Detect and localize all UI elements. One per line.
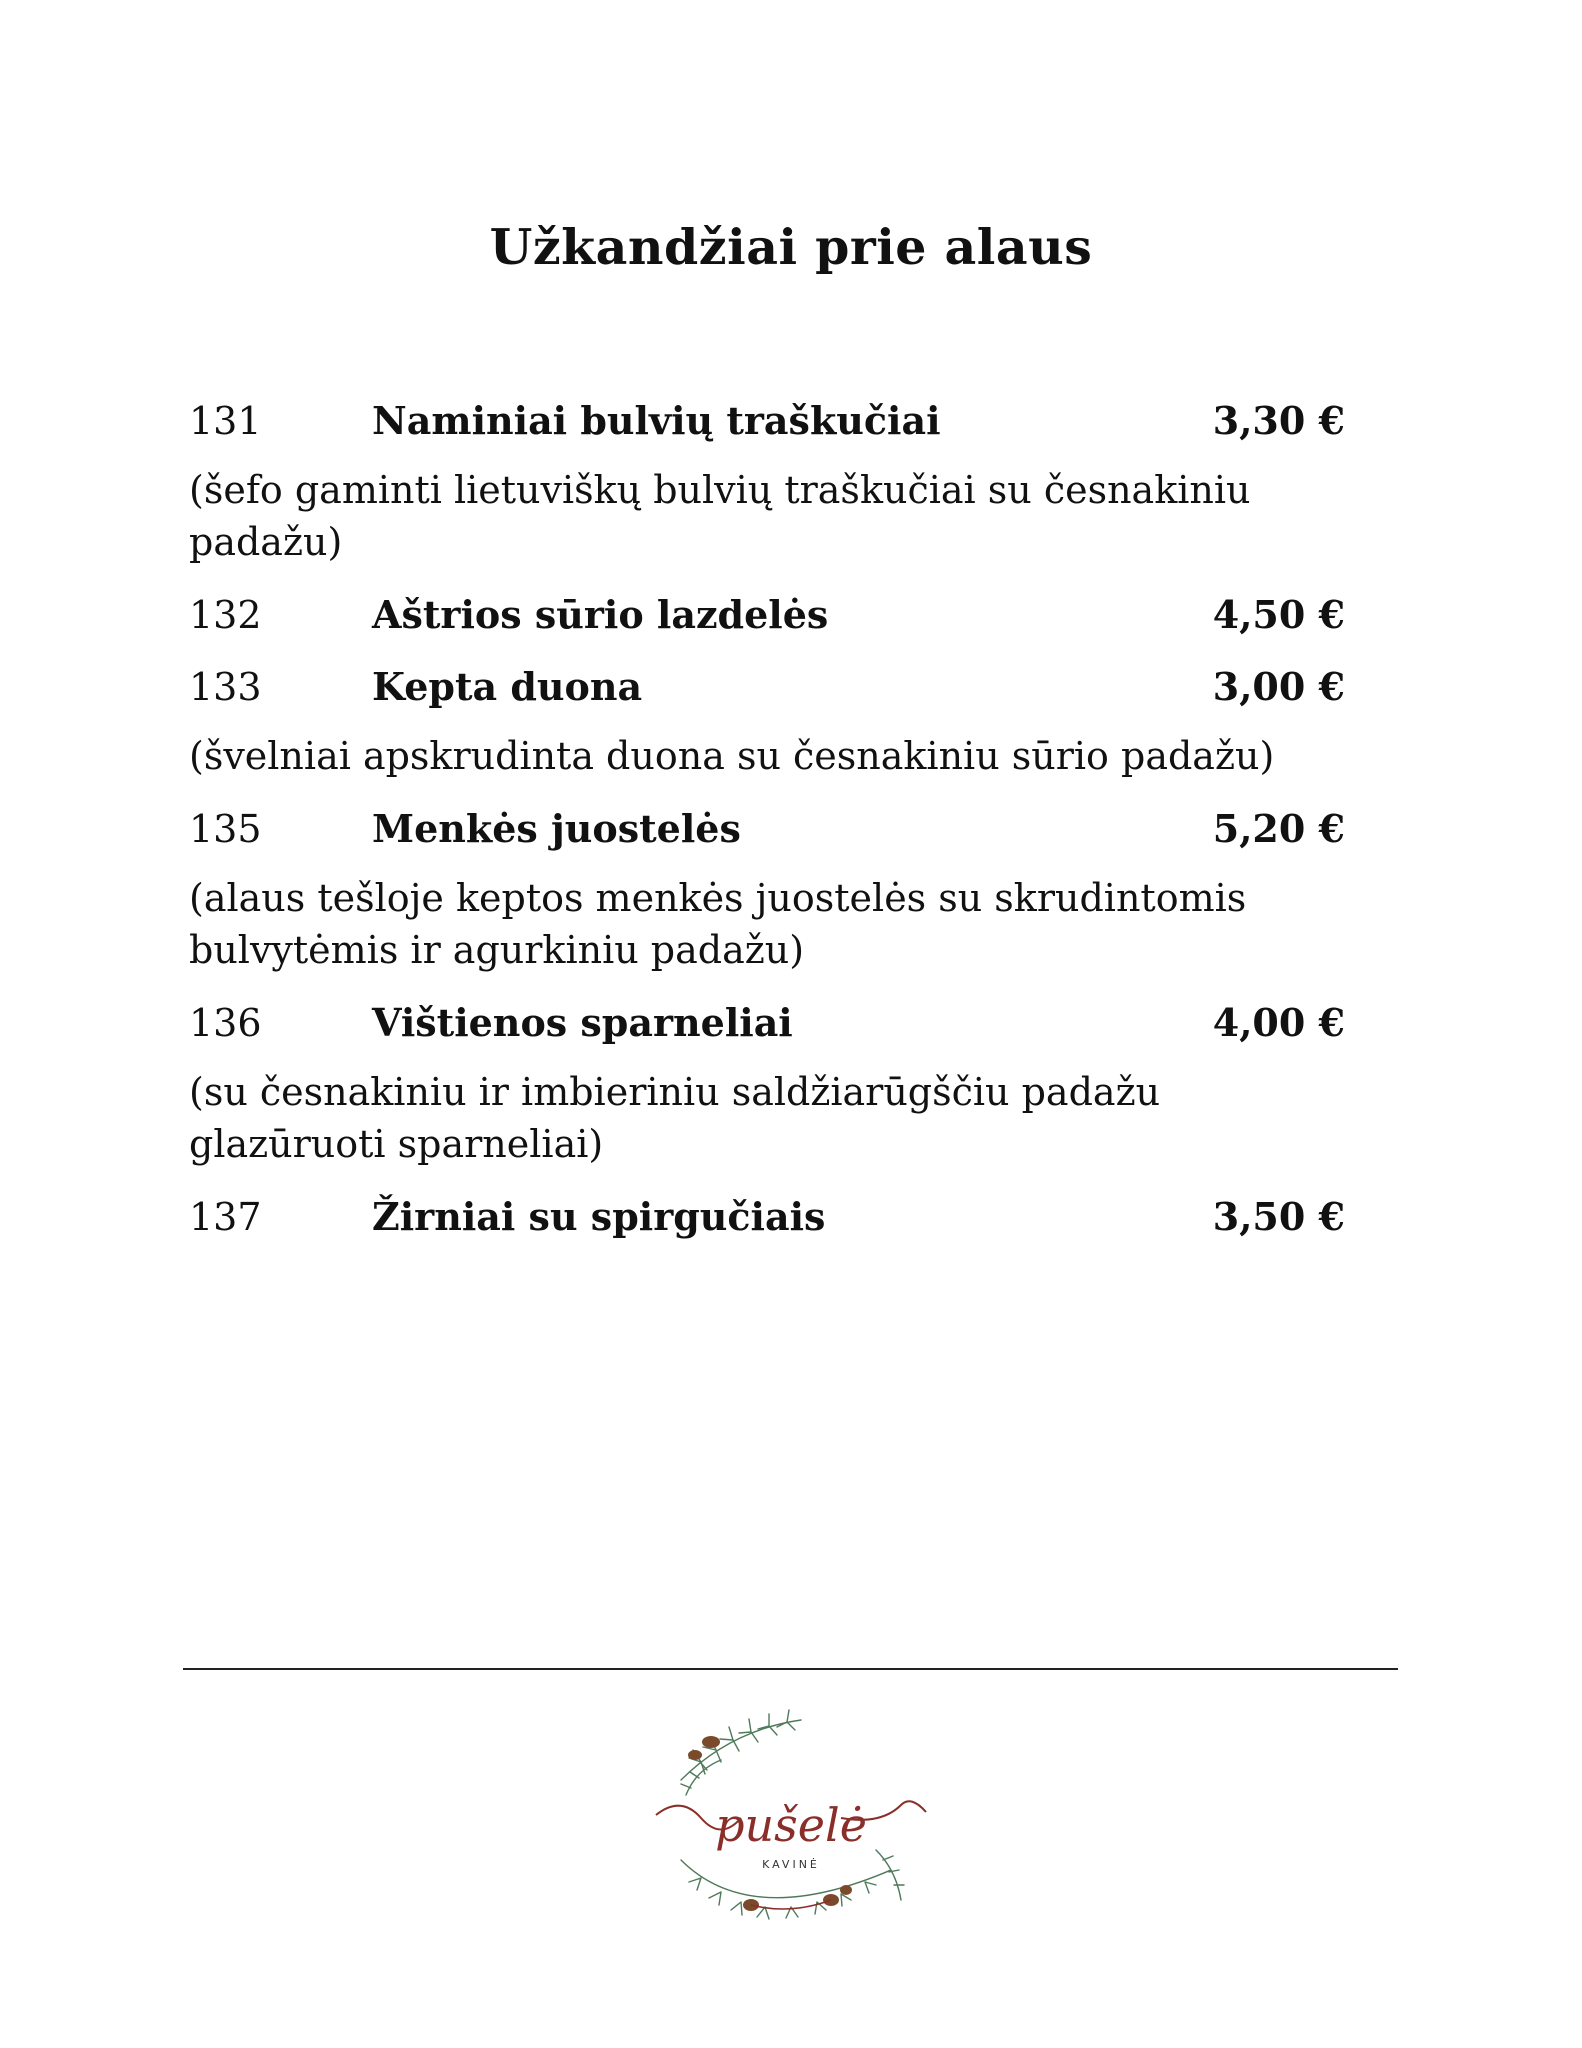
page-title: Užkandžiai prie alaus [489,218,1093,276]
item-price: 4,50 € [1212,592,1345,637]
logo-name: pušelė [715,1798,867,1852]
item-code: 136 [189,1001,262,1045]
item-price: 5,20 € [1212,806,1345,851]
logo-subtitle: KAVINĖ [762,1858,820,1871]
item-code: 131 [189,399,262,443]
menu-item [189,994,1349,1052]
cafe-logo [641,1700,941,1940]
item-price: 3,00 € [1212,664,1345,709]
item-name: Menkės juostelės [372,806,741,851]
item-name: Naminiai bulvių traškučiai [372,398,941,443]
menu-item [189,800,1349,858]
item-code: 133 [189,665,262,709]
item-price: 3,30 € [1212,398,1345,443]
item-name: Vištienos sparneliai [372,1000,793,1045]
item-description: (švelniai apskrudinta duona su česnakiniu sūrio padažu) [189,734,1275,778]
menu-item [189,392,1349,450]
item-name: Aštrios sūrio lazdelės [372,592,829,637]
menu-item [189,586,1349,644]
item-description: (su česnakiniu ir imbieriniu saldžiarūgščiu padažu glazūruoti sparneliai) [189,1070,1161,1166]
menu-item [189,1188,1349,1246]
menu-list [189,392,1349,1260]
item-price: 4,00 € [1212,1000,1345,1045]
item-code: 135 [189,807,262,851]
item-description: (šefo gaminti lietuviškų bulvių traškučiai su česnakiniu padažu) [189,468,1251,564]
item-name: Žirniai su spirgučiais [372,1194,826,1239]
item-name: Kepta duona [372,664,643,709]
item-description: (alaus tešloje keptos menkės juostelės su skrudintomis bulvytėmis ir agurkiniu padažu) [189,876,1247,972]
item-code: 132 [189,593,262,637]
item-code: 137 [189,1195,262,1239]
menu-item [189,658,1349,716]
item-price: 3,50 € [1212,1194,1345,1239]
footer-divider [183,1668,1398,1670]
